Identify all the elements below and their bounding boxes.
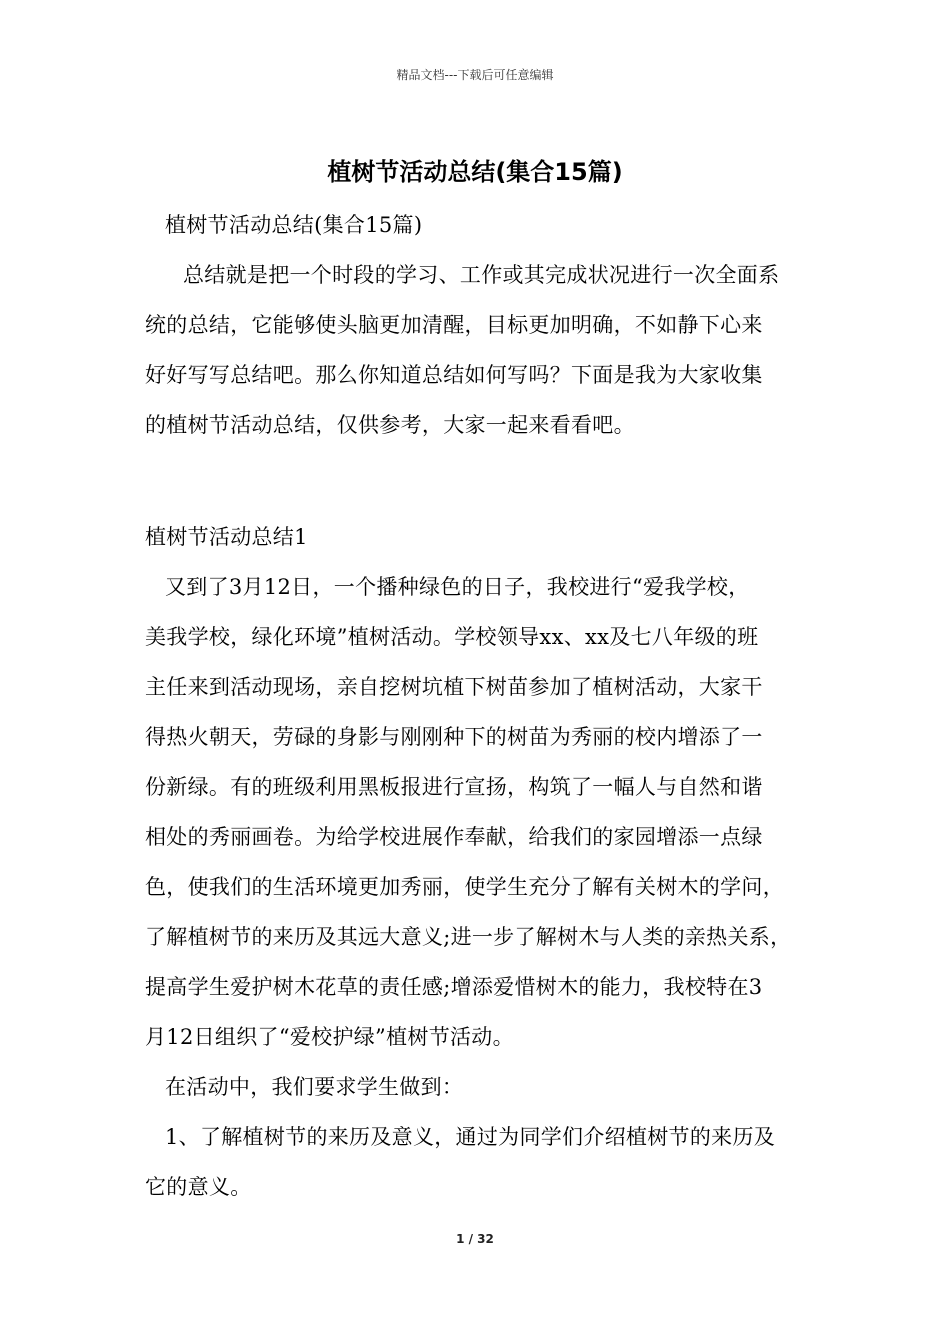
requirement-item bbox=[145, 1112, 825, 1212]
document-title: 植树节活动总结(集合15篇) bbox=[327, 158, 623, 186]
page-number: 1 / 32 bbox=[456, 1232, 494, 1246]
intro-line: 的植树节活动总结，仅供参考，大家一起来看看吧。 bbox=[145, 413, 635, 437]
body-line: 相处的秀丽画卷。为给学校进展作奉献，给我们的家园增添一点绿 bbox=[145, 825, 763, 849]
document-body bbox=[145, 200, 825, 1212]
body-paragraph bbox=[145, 562, 825, 1062]
requirement-line: 1、了解植树节的来历及意义，通过为同学们介绍植树节的来历及 bbox=[165, 1125, 776, 1149]
body-line: 美我学校，绿化环境”植树活动。学校领导xx、xx及七八年级的班 bbox=[145, 625, 759, 649]
body-line: 份新绿。有的班级利用黑板报进行宣扬，构筑了一幅人与自然和谐 bbox=[145, 775, 763, 799]
body-line: 了解植树节的来历及其远大意义;进一步了解树木与人类的亲热关系， bbox=[145, 925, 792, 949]
intro-line: 总结就是把一个时段的学习、工作或其完成状况进行一次全面系 bbox=[183, 263, 780, 287]
requirement-line: 它的意义。 bbox=[145, 1175, 252, 1199]
requirement-intro: 在活动中，我们要求学生做到： bbox=[165, 1075, 464, 1099]
body-line: 提高学生爱护树木花草的责任感;增添爱惜树木的能力，我校特在3 bbox=[145, 975, 763, 999]
page-header-note: 精品文档---下载后可任意编辑 bbox=[396, 68, 554, 82]
body-line: 月12日组织了“爱校护绿”植树节活动。 bbox=[145, 1025, 514, 1049]
paragraph-spacer bbox=[145, 450, 825, 512]
intro-paragraph bbox=[145, 250, 825, 450]
intro-line: 好好写写总结吧。那么你知道总结如何写吗？下面是我为大家收集 bbox=[145, 363, 763, 387]
body-line: 主任来到活动现场，亲自挖树坑植下树苗参加了植树活动，大家干 bbox=[145, 675, 763, 699]
section-heading: 植树节活动总结1 bbox=[145, 525, 308, 549]
intro-line: 统的总结，它能够使头脑更加清醒，目标更加明确，不如静下心来 bbox=[145, 313, 763, 337]
body-line: 得热火朝天，劳碌的身影与刚刚种下的树苗为秀丽的校内增添了一 bbox=[145, 725, 763, 749]
body-line: 又到了3月12日，一个播种绿色的日子，我校进行“爱我学校， bbox=[165, 575, 750, 599]
body-line: 色，使我们的生活环境更加秀丽，使学生充分了解有关树木的学问， bbox=[145, 875, 784, 899]
document-subtitle: 植树节活动总结(集合15篇) bbox=[165, 213, 423, 237]
